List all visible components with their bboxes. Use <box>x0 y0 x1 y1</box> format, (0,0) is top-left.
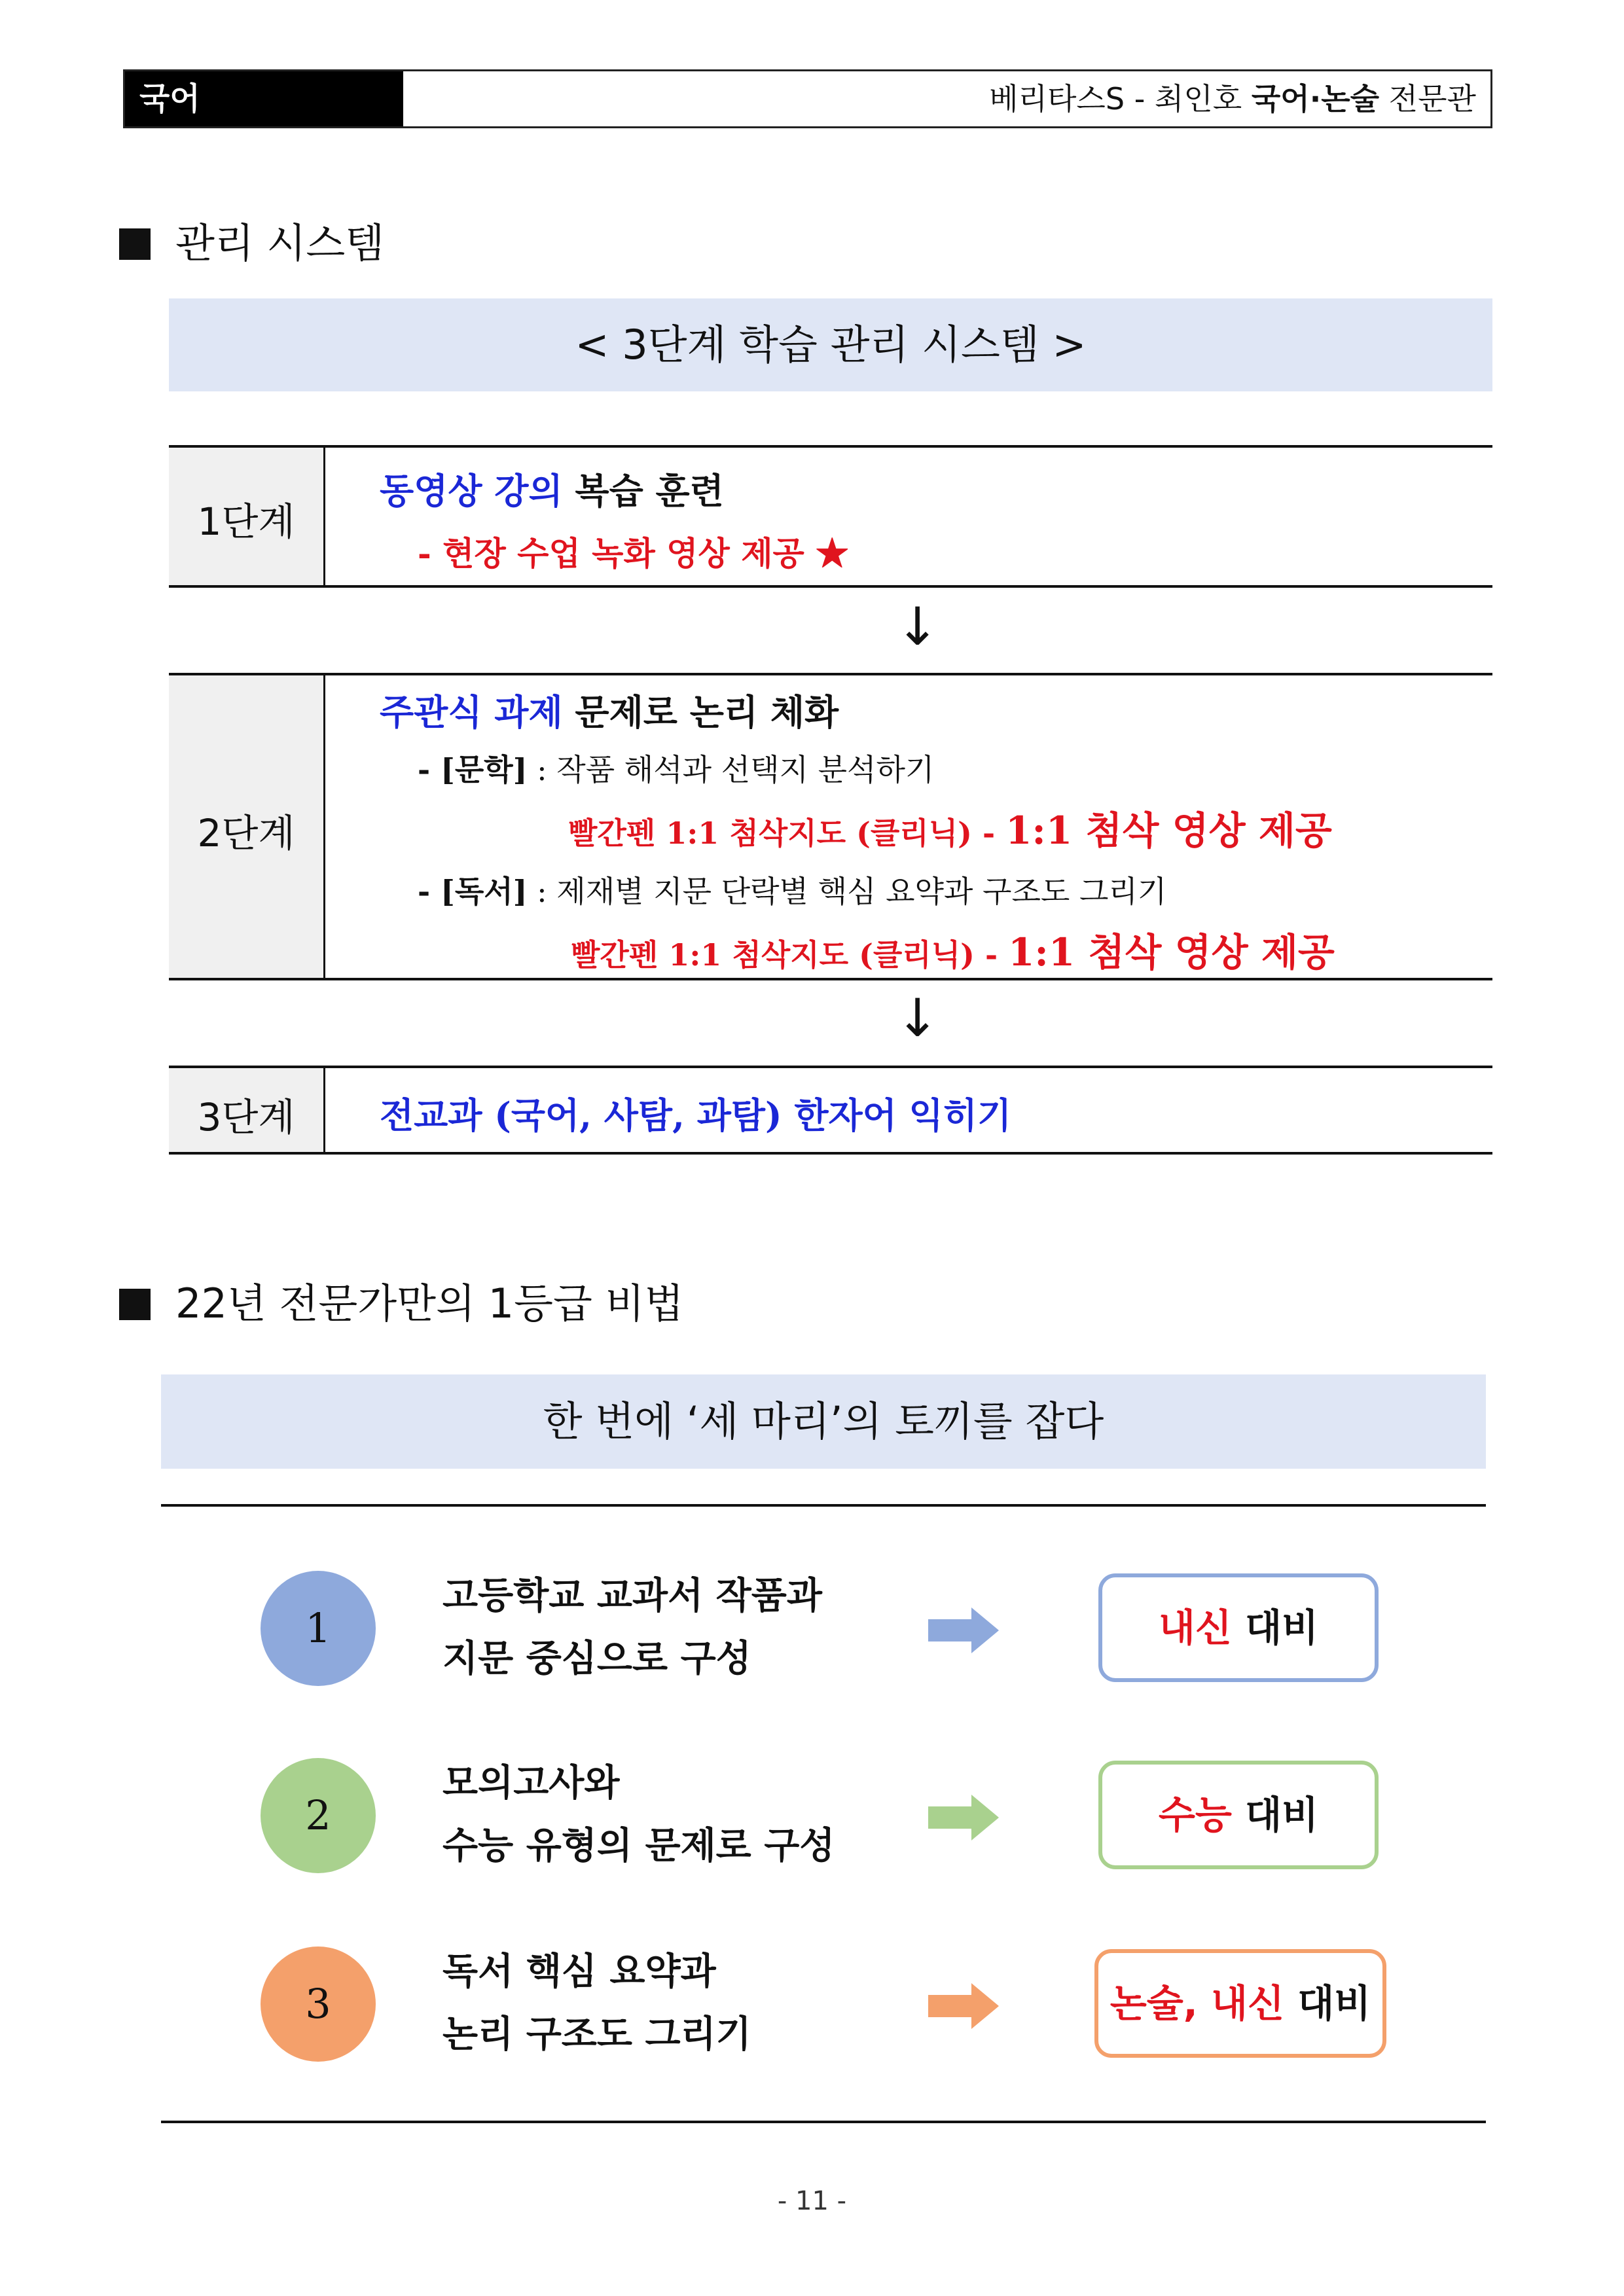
item-line2: 논리 구조도 그리기 <box>442 2013 751 2056</box>
prep-box-emph: 논술, 내신 <box>1110 1981 1285 2026</box>
header-prefix: 베리타스S - 최인호 <box>989 81 1252 117</box>
stage2-main <box>380 685 839 735</box>
square-bullet-icon <box>119 1289 151 1320</box>
header-suffix: 전문관 <box>1379 81 1476 117</box>
divider <box>323 674 325 979</box>
section2-title-text: 22년 전문가만의 1등급 비법 <box>175 1280 684 1327</box>
stage2-reading <box>418 868 1166 911</box>
stage2-reading-clinic <box>571 922 1335 977</box>
divider <box>161 1504 1486 1507</box>
stage1-main-blue: 동영상 강의 <box>380 470 563 512</box>
header-title <box>989 71 1476 126</box>
down-arrow-icon: ↓ <box>895 988 940 1049</box>
stage1-label: 1단계 <box>197 499 295 544</box>
stage2-main-black: 문제로 논리 체화 <box>562 691 839 733</box>
item-description <box>442 1940 751 2066</box>
divider <box>169 978 1492 980</box>
section1-banner: < 3단계 학습 관리 시스템 > <box>169 298 1492 391</box>
square-bullet-icon <box>119 228 151 260</box>
prep-box-text: 대비 <box>1231 1605 1319 1650</box>
literature-clinic-text: 빨간펜 1:1 첨삭지도 (클리닉) - <box>568 816 1006 851</box>
reading-text: : 제재별 지문 단락별 핵심 요약과 구조도 그리기 <box>527 874 1167 909</box>
section2-banner: 한 번에 ‘세 마리’의 토끼를 잡다 <box>161 1374 1486 1469</box>
subject-tab: 국어 <box>125 71 403 126</box>
reading-clinic-emph: 1:1 첨삭 영상 제공 <box>1008 930 1335 975</box>
right-arrow-icon <box>928 1983 1000 2029</box>
prep-box-emph: 수능 <box>1158 1793 1232 1837</box>
item-description <box>442 1564 822 1690</box>
stage2-label: 2단계 <box>197 811 295 855</box>
stage2-literature <box>418 746 934 789</box>
prep-box <box>1098 1573 1379 1682</box>
stage2-main-blue: 주관식 과제 <box>380 691 563 733</box>
stage1-sub: - 현장 수업 녹화 영상 제공 ★ <box>418 534 849 573</box>
reading-clinic-text: 빨간펜 1:1 첨삭지도 (클리닉) - <box>571 937 1009 973</box>
section1-title-text: 관리 시스템 <box>175 219 385 267</box>
divider <box>323 1067 325 1153</box>
page-number: - 11 - <box>777 2186 847 2216</box>
prep-box-text: 대비 <box>1231 1793 1319 1837</box>
item-line2: 지문 중심으로 구성 <box>442 1637 751 1680</box>
item-line2: 수능 유형의 문제로 구성 <box>442 1824 835 1867</box>
divider <box>169 673 1492 675</box>
divider <box>161 2121 1486 2123</box>
right-arrow-icon <box>928 1795 1000 1840</box>
literature-text: : 작품 해석과 선택지 분석하기 <box>527 752 935 787</box>
item-line1: 고등학교 교과서 작품과 <box>442 1574 822 1617</box>
right-arrow-icon <box>928 1607 1000 1653</box>
prep-box-text: 대비 <box>1284 1981 1371 2026</box>
reading-label: - [독서] <box>418 874 528 909</box>
divider <box>169 1066 1492 1068</box>
divider <box>169 585 1492 588</box>
item-line1: 독서 핵심 요약과 <box>442 1950 716 1993</box>
prep-box <box>1098 1761 1379 1869</box>
divider <box>169 445 1492 448</box>
stage3-main: 전교과 (국어, 사탐, 과탐) 한자어 익히기 <box>380 1094 1012 1136</box>
page-header <box>123 69 1492 128</box>
section2-title <box>119 1271 683 1329</box>
stage2-literature-clinic <box>568 800 1332 855</box>
down-arrow-icon: ↓ <box>895 596 940 657</box>
item-description <box>442 1751 835 1877</box>
literature-label: - [문학] <box>418 752 528 787</box>
section1-title <box>119 211 384 269</box>
divider <box>323 446 325 586</box>
number-circle: 1 <box>261 1571 376 1686</box>
number-circle: 3 <box>261 1946 376 2062</box>
stage1-main <box>380 463 724 514</box>
literature-clinic-emph: 1:1 첨삭 영상 제공 <box>1005 808 1332 853</box>
stage1-main-black: 복습 훈련 <box>562 470 724 512</box>
divider <box>169 1152 1492 1155</box>
number-circle: 2 <box>261 1758 376 1873</box>
header-bold: 국어·논술 <box>1251 81 1380 117</box>
prep-box-emph: 내신 <box>1158 1605 1232 1650</box>
item-line1: 모의고사와 <box>442 1761 620 1804</box>
stage3-label: 3단계 <box>197 1095 295 1139</box>
prep-box <box>1094 1949 1386 2058</box>
